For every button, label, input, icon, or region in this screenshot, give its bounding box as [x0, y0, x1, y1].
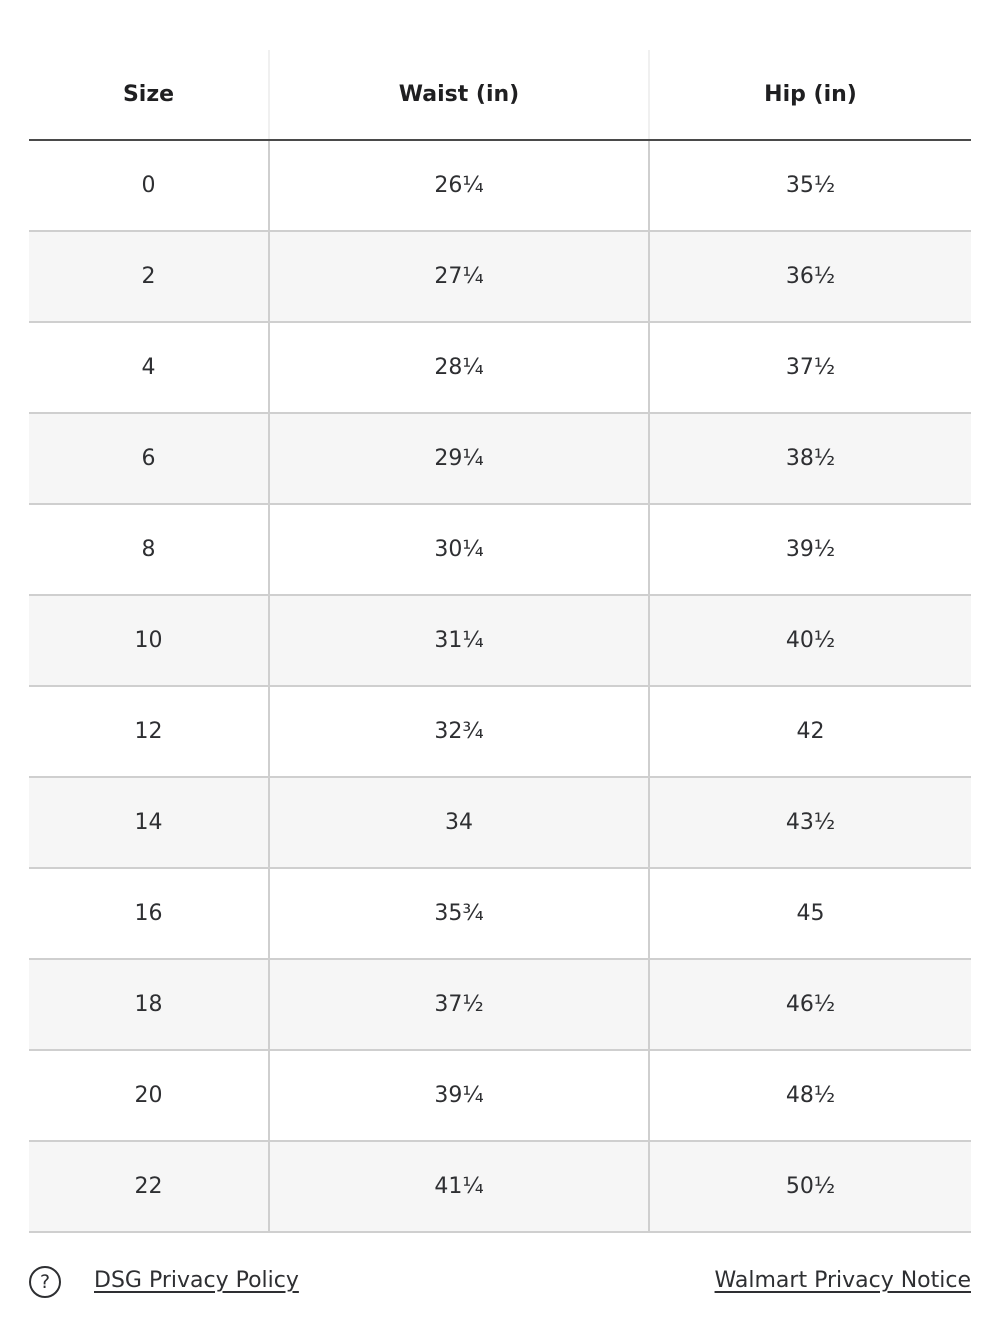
table-row [29, 1050, 971, 1141]
table-row [29, 140, 971, 231]
cell-waist: 34 [269, 777, 649, 868]
table-row [29, 868, 971, 959]
cell-waist: 27¼ [269, 231, 649, 322]
cell-size: 4 [29, 322, 269, 413]
cell-waist: 41¼ [269, 1141, 649, 1232]
dsg-privacy-policy-link[interactable]: DSG Privacy Policy [94, 1268, 299, 1293]
cell-waist: 28¼ [269, 322, 649, 413]
cell-hip: 50½ [649, 1141, 971, 1232]
cell-waist: 31¼ [269, 595, 649, 686]
column-header-hip: Hip (in) [649, 50, 971, 140]
table-row [29, 1141, 971, 1232]
cell-waist: 37½ [269, 959, 649, 1050]
cell-size: 22 [29, 1141, 269, 1232]
cell-size: 2 [29, 231, 269, 322]
table-row [29, 322, 971, 413]
cell-hip: 37½ [649, 322, 971, 413]
table-row [29, 686, 971, 777]
cell-waist: 39¼ [269, 1050, 649, 1141]
cell-hip: 38½ [649, 413, 971, 504]
cell-hip: 39½ [649, 504, 971, 595]
cell-waist: 30¼ [269, 504, 649, 595]
cell-hip: 48½ [649, 1050, 971, 1141]
cell-hip: 36½ [649, 231, 971, 322]
cell-size: 8 [29, 504, 269, 595]
cell-size: 18 [29, 959, 269, 1050]
table-row [29, 504, 971, 595]
cell-hip: 45 [649, 868, 971, 959]
cell-hip: 35½ [649, 140, 971, 231]
cell-size: 0 [29, 140, 269, 231]
cell-hip: 46½ [649, 959, 971, 1050]
table-row [29, 959, 971, 1050]
cell-size: 16 [29, 868, 269, 959]
table-row [29, 413, 971, 504]
question-circle-icon[interactable]: ? [29, 1266, 61, 1298]
cell-hip: 40½ [649, 595, 971, 686]
table-row [29, 231, 971, 322]
table-row [29, 595, 971, 686]
cell-hip: 42 [649, 686, 971, 777]
column-header-waist: Waist (in) [269, 50, 649, 140]
cell-waist: 32¾ [269, 686, 649, 777]
column-header-size: Size [29, 50, 269, 140]
cell-size: 10 [29, 595, 269, 686]
cell-size: 12 [29, 686, 269, 777]
cell-waist: 35¾ [269, 868, 649, 959]
walmart-privacy-notice-link[interactable]: Walmart Privacy Notice [714, 1268, 971, 1293]
size-chart-table [29, 50, 971, 1233]
cell-size: 6 [29, 413, 269, 504]
footer [29, 1265, 971, 1303]
table-header-row [29, 50, 971, 140]
cell-size: 14 [29, 777, 269, 868]
cell-size: 20 [29, 1050, 269, 1141]
cell-hip: 43½ [649, 777, 971, 868]
cell-waist: 26¼ [269, 140, 649, 231]
table-row [29, 777, 971, 868]
cell-waist: 29¼ [269, 413, 649, 504]
